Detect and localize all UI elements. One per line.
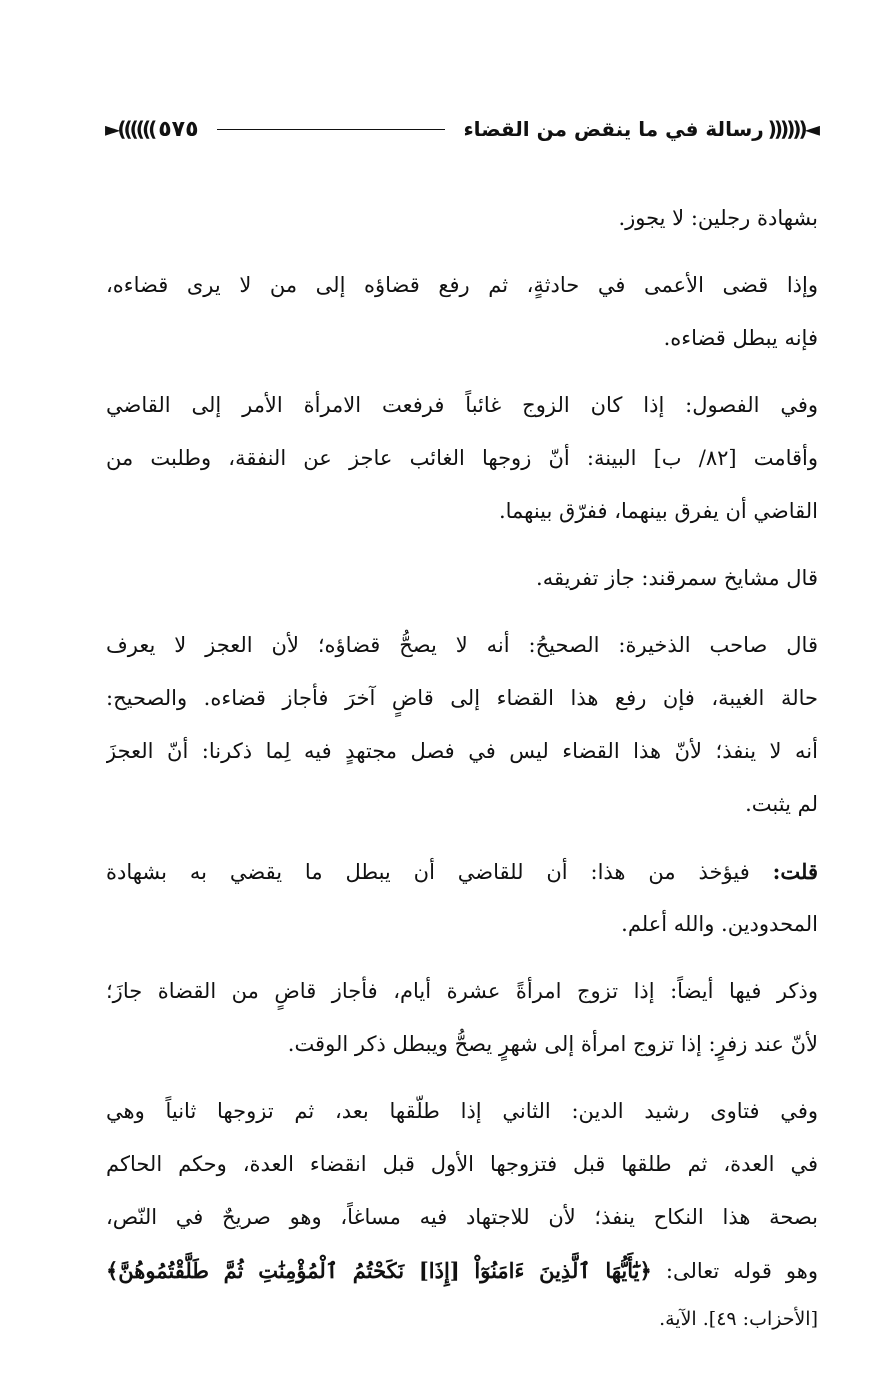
paragraph	[106, 192, 818, 245]
paragraph	[106, 552, 818, 605]
text-line: وفي فتاوى رشيد الدين: الثاني إذا طلّقها بعد، ثم تزوجها ثانياً وهي	[106, 1099, 818, 1123]
text-line: قال مشايخ سمرقند: جاز تفريقه.	[536, 566, 818, 590]
text-line: بصحة هذا النكاح ينفذ؛ لأن للاجتهاد فيه مساغاً، وهو صريحٌ في النّص،	[106, 1205, 818, 1229]
text-line: بشهادة رجلين: لا يجوز.	[618, 206, 818, 230]
verse-line	[106, 1244, 818, 1297]
paragraph	[106, 259, 818, 365]
paragraph	[106, 1085, 818, 1341]
running-header	[105, 108, 817, 150]
paragraph	[106, 379, 818, 538]
header-ornament-left: ))))))►	[105, 117, 155, 141]
header-ornament-right: ◄((((((	[767, 117, 817, 141]
text-line: وأقامت [٨٢/ ب] البينة: أنّ زوجها الغائب عاجز عن النفقة، وطلبت من	[106, 446, 818, 470]
text-line: أنه لا ينفذ؛ لأنّ هذا القضاء ليس في فصل مجتهدٍ فيه لِما ذكرنا: أنّ العجزَ	[106, 739, 818, 763]
text-line: حالة الغيبة، فإن رفع هذا القضاء إلى قاضٍ آخرَ فأجاز قضاءه. والصحيح:	[106, 686, 818, 710]
text-line: القاضي أن يفرق بينهما، ففرّق بينهما.	[498, 499, 818, 523]
text-line: وإذا قضى الأعمى في حادثةٍ، ثم رفع قضاؤه إلى من لا يرى قضاءه،	[106, 273, 818, 297]
citation-line: [الأحزاب: ٤٩]. الآية.	[659, 1308, 818, 1330]
lead-word: قلت:	[772, 859, 818, 884]
quran-verse: ﴿يَٰٓأَيُّهَا ٱلَّذِينَ ءَامَنُوٓاْ [إِذَا] نَكَحْتُمُ ٱلْمُؤْمِنَٰتِ ثُمَّ طَلَّقْتُمُوهُنَّ﴾	[106, 1258, 652, 1283]
text-line: لم يثبت.	[745, 792, 818, 816]
text-line: وذكر فيها أيضاً: إذا تزوج امرأةً عشرة أيام، فأجاز قاضٍ من القضاة جازَ؛	[106, 979, 818, 1003]
text-span: فيؤخذ من هذا: أن للقاضي أن يبطل ما يقضي به بشهادة	[106, 860, 750, 884]
text-line: لأنّ عند زفرٍ: إذا تزوج امرأة إلى شهرٍ يصحُّ ويبطل ذكر الوقت.	[287, 1032, 818, 1056]
paragraph	[106, 965, 818, 1071]
running-title: رسالة في ما ينقض من القضاء	[463, 117, 764, 141]
paragraph	[106, 619, 818, 831]
text-line: في العدة، ثم طلقها قبل فتزوجها الأول قبل انقضاء العدة، وحكم الحاكم	[106, 1152, 818, 1176]
text-line: وفي الفصول: إذا كان الزوج غائباً فرفعت الامرأة الأمر إلى القاضي	[106, 393, 818, 417]
text-line	[106, 845, 818, 898]
header-rule	[217, 129, 446, 130]
text-line: قال صاحب الذخيرة: الصحيحُ: أنه لا يصحُّ قضاؤه؛ لأن العجز لا يعرف	[106, 633, 818, 657]
text-line: المحدودين. والله أعلم.	[621, 912, 818, 936]
verse-intro: وهو قوله تعالى:	[651, 1259, 818, 1283]
page-body	[106, 192, 818, 1341]
page-number: ٥٧٥	[158, 116, 199, 142]
text-line: فإنه يبطل قضاءه.	[663, 326, 818, 350]
paragraph	[106, 845, 818, 951]
